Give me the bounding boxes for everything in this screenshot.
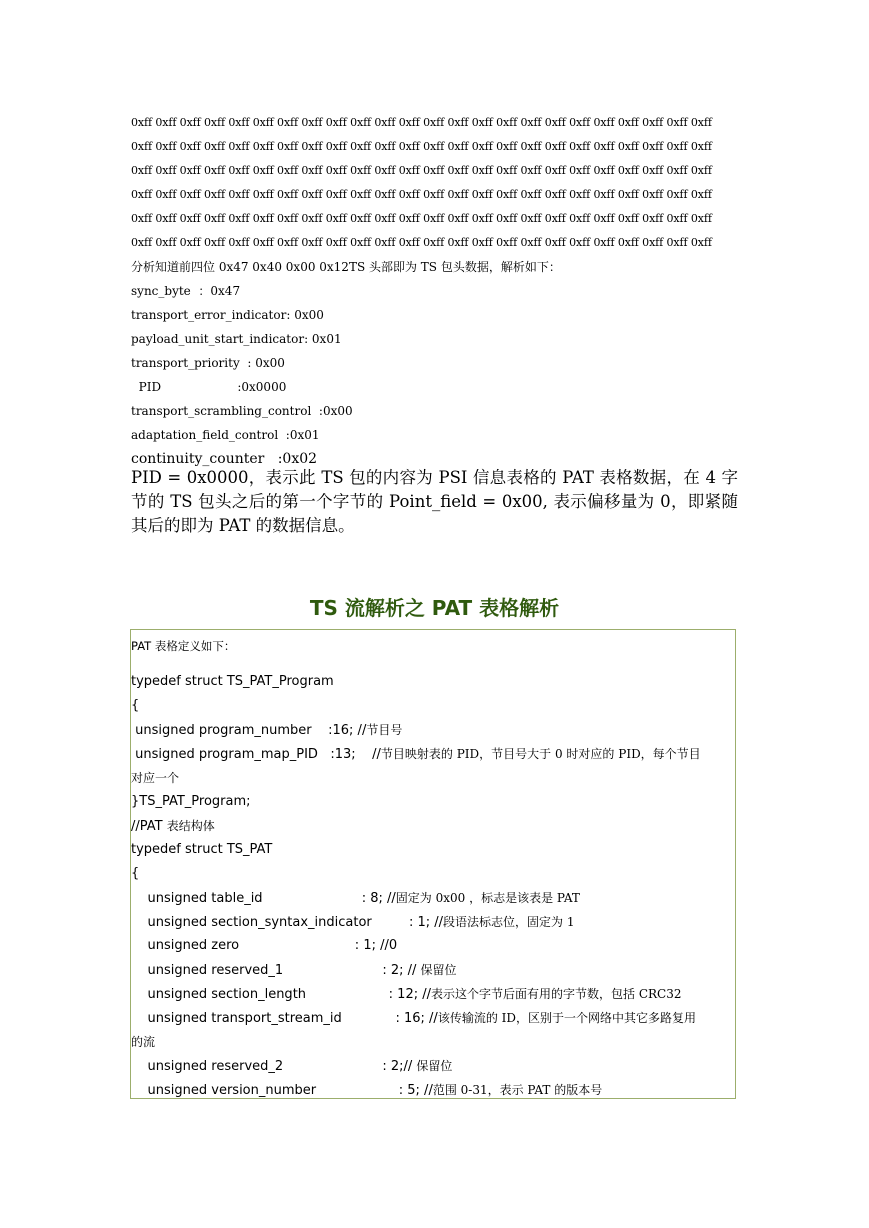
hex-line: 0xff 0xff 0xff 0xff 0xff 0xff 0xff 0xff 0xff 0xff 0xff 0xff 0xff 0xff 0xff 0xff 0xff 0xff 0xff 0xff 0xff 0xff 0xff 0xff — [131, 236, 712, 249]
code-text: unsigned version_number : 5; // — [131, 1083, 433, 1098]
code-line — [131, 982, 733, 1006]
code-comment: 表示这个字节后面有用的字节数，包括 CRC32 — [431, 987, 682, 1001]
code-comment: 固定为 0x00 ，标志是该表是 PAT — [395, 891, 580, 905]
analysis-intro: 分析知道前四位 0x47 0x40 0x00 0x12TS 头部即为 TS 包头数据，解析如下： — [131, 260, 561, 274]
code-text: { — [131, 866, 140, 881]
hex-line: 0xff 0xff 0xff 0xff 0xff 0xff 0xff 0xff 0xff 0xff 0xff 0xff 0xff 0xff 0xff 0xff 0xff 0xff 0xff 0xff 0xff 0xff 0xff 0xff — [131, 116, 712, 129]
code-line — [131, 862, 733, 886]
pid-explanation-paragraph: PID = 0x0000，表示此 TS 包的内容为 PSI 信息表格的 PAT 表格数据，在 4 字节的 TS 包头之后的第一个字节的 Point_field = 0x00, 表示偏移量为 0，即紧随其后的即为 PAT 的数据信息。 — [131, 468, 738, 535]
code-text: unsigned program_map_PID :13; // — [131, 747, 381, 762]
ts-header-fields — [131, 255, 741, 471]
code-comment: 对应一个 — [131, 771, 180, 785]
code-comment: 该传输流的 ID，区别于一个网络中其它多路复用 — [437, 1011, 696, 1025]
code-line — [131, 1006, 733, 1030]
pat-definition-code-box — [130, 629, 736, 1099]
hex-line: 0xff 0xff 0xff 0xff 0xff 0xff 0xff 0xff 0xff 0xff 0xff 0xff 0xff 0xff 0xff 0xff 0xff 0xff 0xff 0xff 0xff 0xff 0xff 0xff — [131, 140, 712, 153]
code-text: unsigned program_number :16; // — [131, 723, 367, 738]
hex-line: 0xff 0xff 0xff 0xff 0xff 0xff 0xff 0xff 0xff 0xff 0xff 0xff 0xff 0xff 0xff 0xff 0xff 0xff 0xff 0xff 0xff 0xff 0xff 0xff — [131, 188, 712, 201]
code-line — [131, 670, 733, 694]
header-field: transport_priority : 0x00 — [131, 356, 285, 370]
code-text: unsigned reserved_1 : 2; // — [131, 963, 421, 978]
hex-dump — [131, 111, 741, 255]
header-field: transport_scrambling_control :0x00 — [131, 404, 353, 418]
code-text: { — [131, 698, 140, 713]
code-text: }TS_PAT_Program; — [131, 794, 251, 809]
code-comment: 范围 0-31，表示 PAT 的版本号 — [432, 1083, 603, 1097]
header-field: transport_error_indicator: 0x00 — [131, 308, 324, 322]
hex-line: 0xff 0xff 0xff 0xff 0xff 0xff 0xff 0xff 0xff 0xff 0xff 0xff 0xff 0xff 0xff 0xff 0xff 0xff 0xff 0xff 0xff 0xff 0xff 0xff — [131, 164, 712, 177]
code-line — [131, 958, 733, 982]
header-field: payload_unit_start_indicator: 0x01 — [131, 332, 342, 346]
code-line — [131, 934, 733, 958]
code-comment: 表结构体 — [166, 819, 215, 833]
code-line — [131, 838, 733, 862]
header-field: PID :0x0000 — [131, 380, 287, 394]
code-comment: 保留位 — [420, 963, 457, 977]
header-field: adaptation_field_control :0x01 — [131, 428, 320, 442]
code-text: unsigned section_syntax_indicator : 1; // — [131, 915, 444, 930]
code-line — [131, 790, 733, 814]
hex-line: 0xff 0xff 0xff 0xff 0xff 0xff 0xff 0xff 0xff 0xff 0xff 0xff 0xff 0xff 0xff 0xff 0xff 0xff 0xff 0xff 0xff 0xff 0xff 0xff — [131, 212, 712, 225]
code-text: unsigned transport_stream_id : 16; // — [131, 1011, 438, 1026]
code-line — [131, 1030, 733, 1054]
code-comment: 段语法标志位，固定为 1 — [443, 915, 575, 929]
code-text: typedef struct TS_PAT — [131, 842, 273, 857]
code-comment: 的流 — [131, 1035, 156, 1049]
code-comment: 保留位 — [416, 1059, 453, 1073]
code-text: //PAT — [131, 819, 167, 834]
code-comment: 节目映射表的 PID，节目号大于 0 时对应的 PID，每个节目 — [380, 747, 701, 761]
code-line — [131, 634, 733, 658]
code-text: unsigned table_id : 8; // — [131, 891, 396, 906]
code-text: typedef struct TS_PAT_Program — [131, 674, 334, 689]
code-line — [131, 814, 733, 838]
code-line — [131, 718, 733, 742]
header-field: continuity_counter :0x02 — [131, 451, 318, 467]
code-text: unsigned reserved_2 : 2;// — [131, 1059, 417, 1074]
code-comment: 节目号 — [366, 723, 403, 737]
code-line — [131, 766, 733, 790]
code-line — [131, 1054, 733, 1078]
code-text: unsigned zero : 1; //0 — [131, 938, 398, 953]
code-line — [131, 1078, 733, 1099]
section-heading: TS 流解析之 PAT 表格解析 — [309, 596, 560, 620]
code-line — [131, 910, 733, 934]
header-field: sync_byte ：0x47 — [131, 284, 241, 298]
code-text: unsigned section_length : 12; // — [131, 987, 431, 1002]
code-line — [131, 886, 733, 910]
code-text: PAT 表格定义如下： — [131, 639, 236, 653]
code-line — [131, 742, 733, 766]
code-line — [131, 694, 733, 718]
